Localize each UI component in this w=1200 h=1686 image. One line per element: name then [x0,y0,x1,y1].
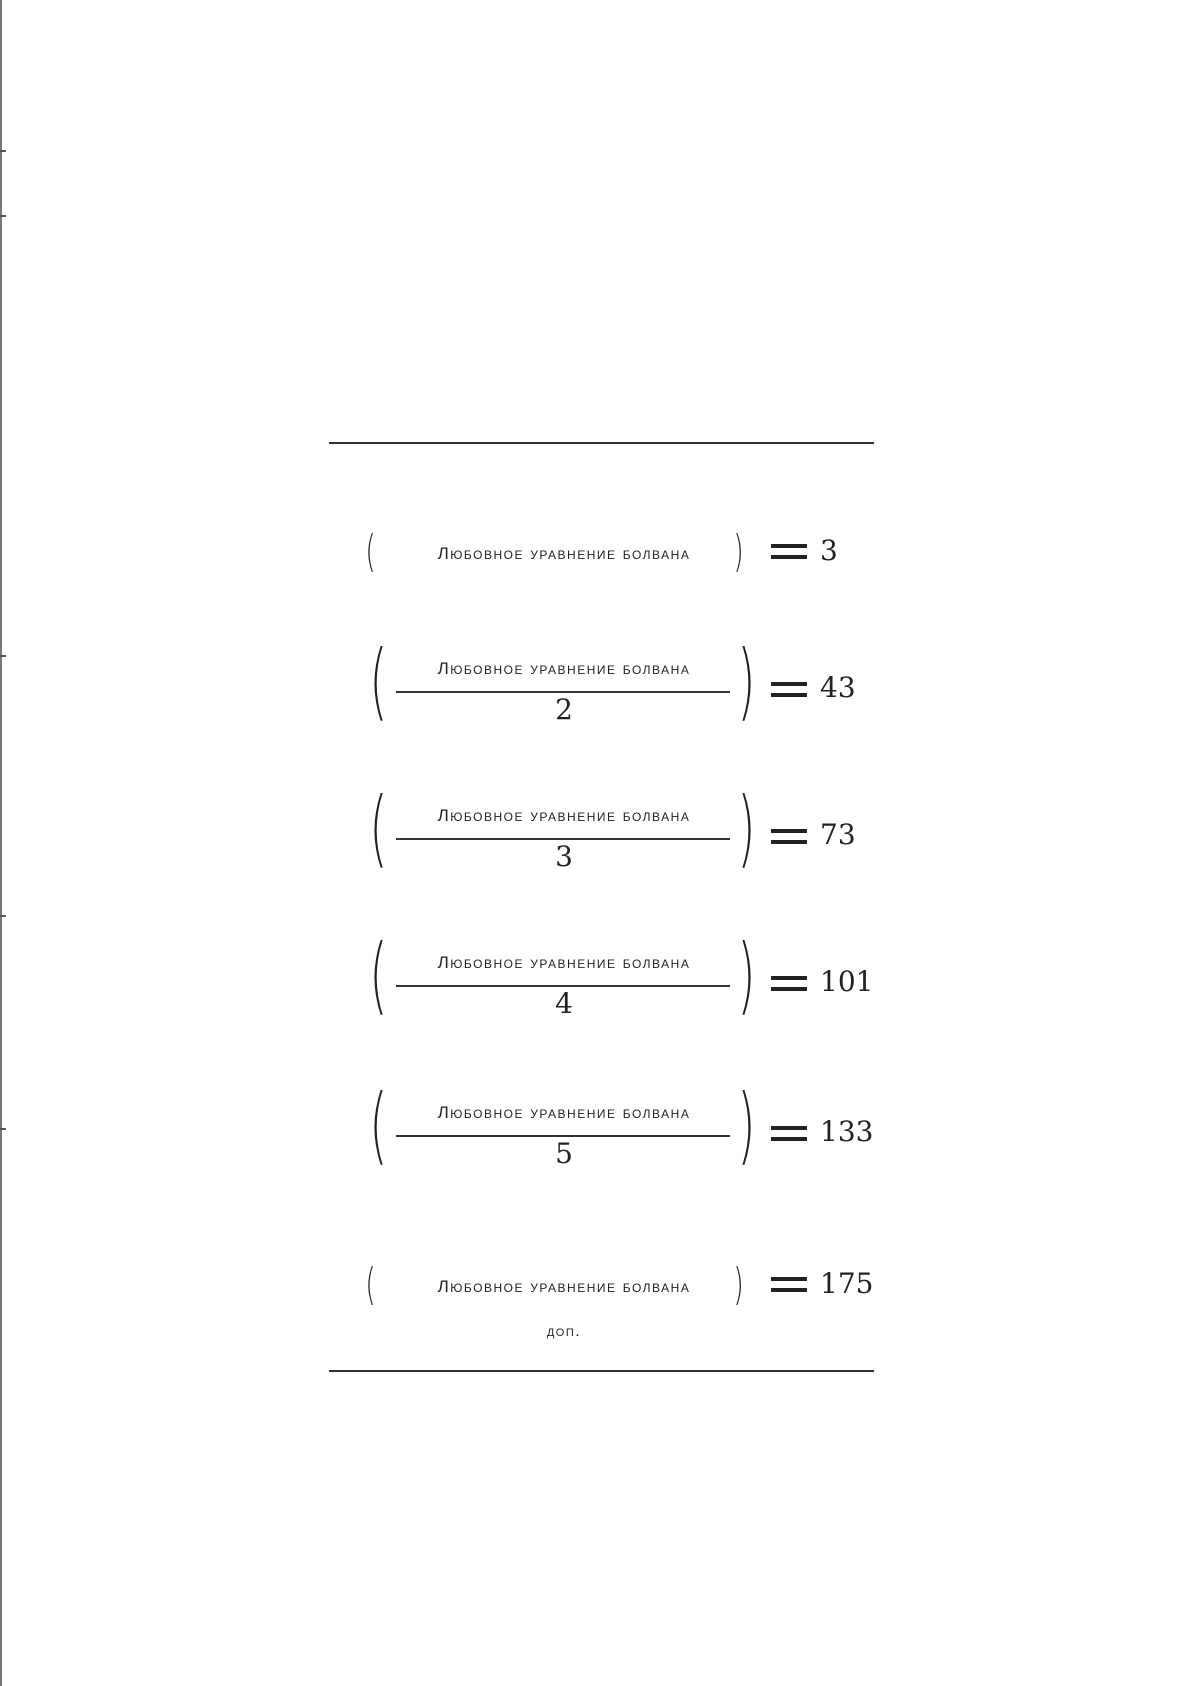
top-divider-rule [329,442,874,444]
fraction-denominator: 3 [555,840,573,873]
equation-value: 101 [820,965,874,998]
fraction-numerator: Любовное уравнение болвана [437,953,691,972]
equation-row-6 [365,1245,888,1355]
page-edge-mark [0,215,6,217]
left-parenthesis: ( [369,926,388,1024]
page-edge-mark [0,915,6,917]
equation-value: 175 [820,1267,874,1300]
left-parenthesis: ( [369,1076,388,1174]
equals-sign [771,544,807,566]
equation-value: 3 [820,534,838,567]
equation-row-2 [368,632,888,737]
page-binding-edge [0,0,2,1686]
left-parenthesis: ( [365,1259,376,1310]
equals-sign [771,976,807,998]
right-parenthesis: ) [733,526,744,577]
equation-row-3 [368,779,888,884]
right-parenthesis: ) [737,779,756,877]
fraction-numerator: Любовное уравнение болвана [437,659,691,678]
equals-sign [771,829,807,851]
left-parenthesis: ( [369,632,388,730]
fraction-denominator: 4 [555,987,573,1020]
equation-label: Любовное уравнение болвана [437,544,691,563]
equation-note: доп. [546,1323,582,1340]
right-parenthesis: ) [737,926,756,1024]
equals-sign [771,682,807,704]
right-parenthesis: ) [733,1259,744,1310]
fraction-denominator: 2 [555,693,573,726]
equation-value: 133 [820,1115,874,1148]
left-parenthesis: ( [369,779,388,877]
equation-row-1 [365,512,888,602]
page-edge-mark [0,655,6,657]
page-edge-mark [0,1128,6,1130]
equation-value: 43 [820,671,856,704]
equals-sign [771,1126,807,1148]
equation-value: 73 [820,818,856,851]
equals-sign [771,1277,807,1299]
bottom-divider-rule [329,1370,874,1372]
equation-row-5 [368,1076,888,1181]
equation-row-4 [368,926,888,1031]
left-parenthesis: ( [365,526,376,577]
page-edge-mark [0,150,6,152]
right-parenthesis: ) [737,632,756,730]
right-parenthesis: ) [737,1076,756,1174]
fraction-denominator: 5 [555,1137,573,1170]
fraction-numerator: Любовное уравнение болвана [437,1103,691,1122]
fraction-numerator: Любовное уравнение болвана [437,806,691,825]
equation-label: Любовное уравнение болвана [437,1277,691,1296]
